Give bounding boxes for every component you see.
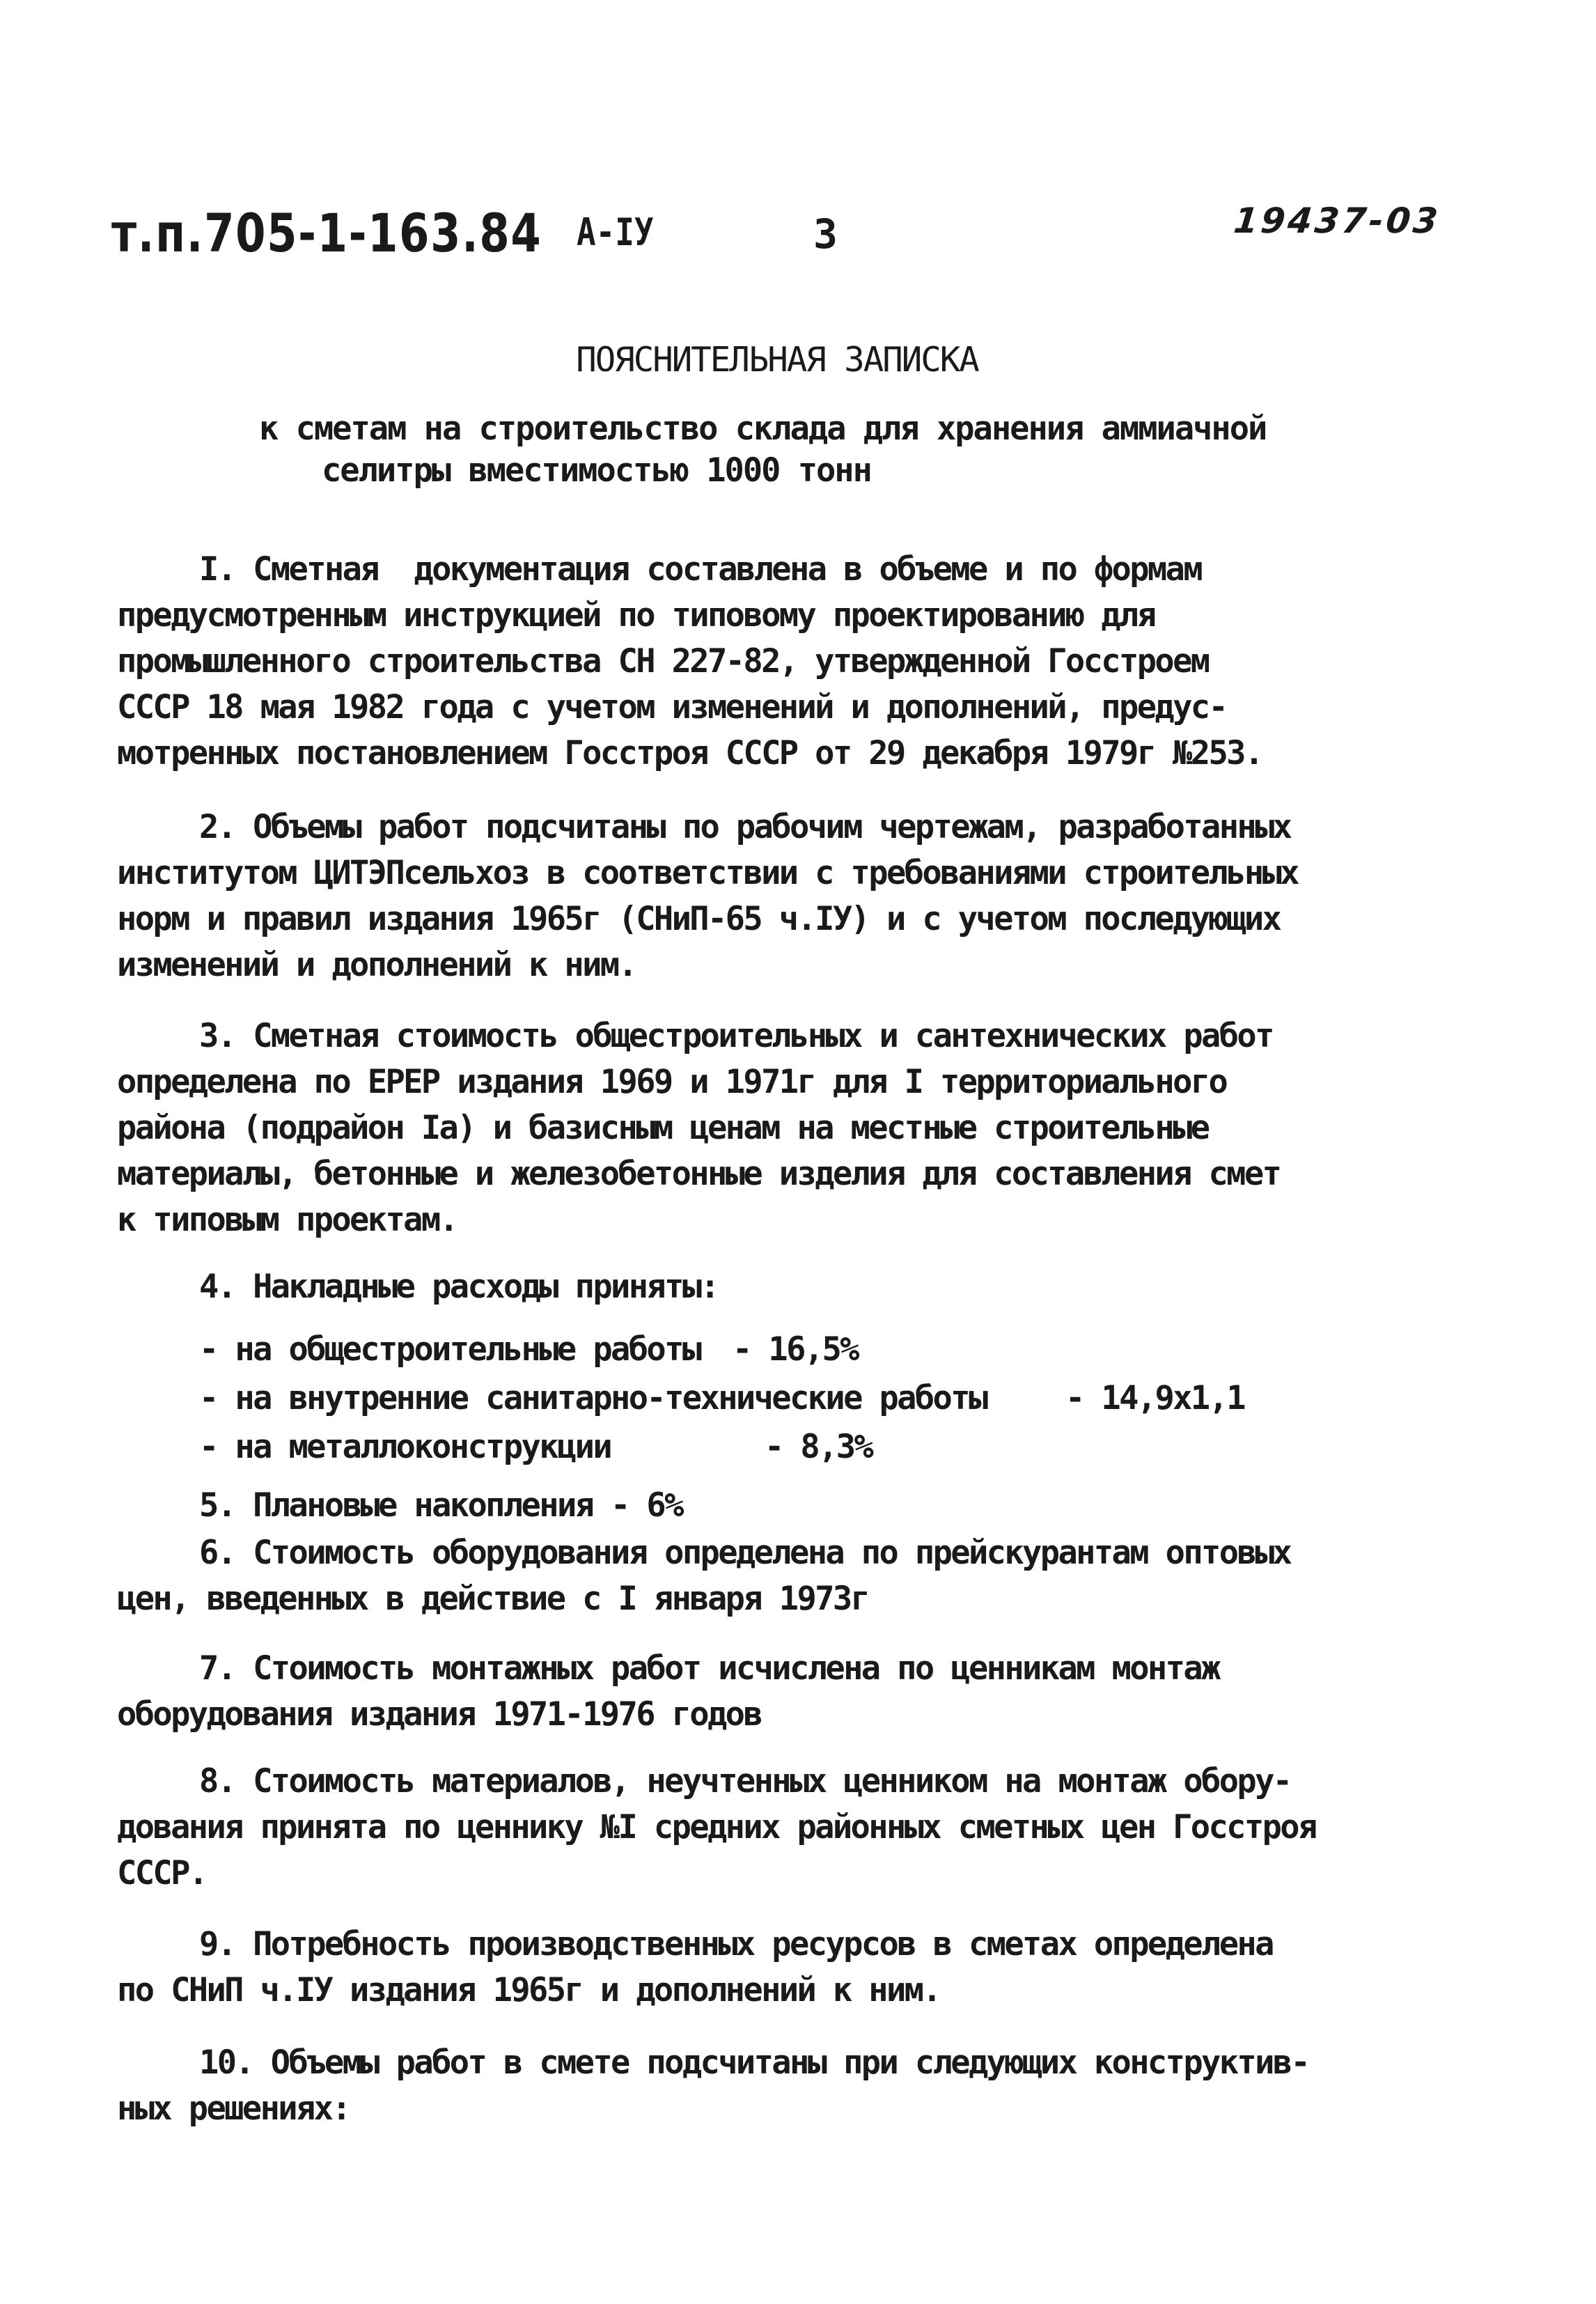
item-text: Сметная документация составлена в объеме и по формам [253, 550, 1202, 589]
overhead-value: - 14,9х1,1 [1065, 1379, 1244, 1417]
item-6-line-1 [199, 1534, 1291, 1572]
item-number: 3. [199, 1017, 235, 1055]
item-4-line-1 [199, 1268, 718, 1306]
item-3-line-2: определена по ЕРЕР издания 1969 и 1971г для I территориального [117, 1063, 1227, 1101]
item-1-line-4: СССР 18 мая 1982 года с учетом изменений и дополнений, предус- [117, 688, 1227, 726]
item-10-line-2: ных решениях: [117, 2089, 350, 2128]
item-number: 6. [199, 1534, 235, 1572]
overhead-value: - 8,3% [765, 1428, 873, 1466]
item-7-line-2: оборудования издания 1971-1976 годов [117, 1695, 762, 1734]
item-text: Стоимость материалов, неучтенных ценником на монтаж обору- [253, 1762, 1291, 1800]
overhead-label: - на металлоконструкции [199, 1428, 611, 1466]
overhead-label: - на общестроительные работы [199, 1330, 701, 1369]
item-text: Стоимость монтажных работ исчислена по ценникам монтаж [253, 1649, 1219, 1688]
item-9-line-1 [199, 1925, 1273, 1963]
item-3-line-4: материалы, бетонные и железобетонные изделия для составления смет [117, 1155, 1281, 1193]
page-number: 3 [813, 210, 838, 258]
item-1-line-2: предусмотренным инструкцией по типовому проектированию для [117, 596, 1155, 635]
item-3-line-5: к типовым проектам. [117, 1201, 457, 1239]
item-7-line-1 [199, 1649, 1219, 1688]
album-number: А-IУ [577, 210, 654, 254]
item-number: 7. [199, 1649, 235, 1688]
document-title: ПОЯСНИТЕЛЬНАЯ ЗАПИСКА [576, 340, 978, 380]
inventory-number: 19437-03 [1231, 201, 1443, 241]
item-number: 2. [199, 808, 235, 846]
item-3-line-3: района (подрайон Iа) и базисным ценам на местные строительные [117, 1109, 1209, 1147]
item-2-line-4: изменений и дополнений к ним. [117, 946, 636, 984]
item-3-line-1 [199, 1017, 1273, 1055]
item-9-line-2: по СНиП ч.IУ издания 1965г и дополнений к ним. [117, 1971, 941, 2009]
document-subtitle [259, 408, 1266, 492]
item-10-line-1 [199, 2044, 1308, 2082]
item-text: Сметная стоимость общестроительных и сантехнических работ [253, 1017, 1273, 1055]
item-text: Накладные расходы приняты: [253, 1268, 719, 1306]
item-2-line-2: институтом ЦИТЭПсельхоз в соответствии с требованиями строительных [117, 854, 1298, 892]
item-5-line-1 [199, 1486, 682, 1525]
item-text: Стоимость оборудования определена по прейскурантам оптовых [253, 1534, 1291, 1572]
item-2-line-1 [199, 808, 1291, 846]
item-8-line-1 [199, 1762, 1291, 1800]
subtitle-line-1: к сметам на строительство склада для хранения аммиачной [259, 410, 1267, 448]
item-1-line-5: мотренных постановлением Госстроя СССР от 29 декабря 1979г №253. [117, 734, 1262, 772]
item-2-line-3: норм и правил издания 1965г (СНиП-65 ч.IУ) и с учетом последующих [117, 900, 1281, 938]
overhead-label: - на внутренние санитарно-технические работы [199, 1379, 987, 1417]
item-number: 8. [199, 1762, 235, 1800]
item-number: 10. [199, 2044, 253, 2082]
item-number: 9. [199, 1925, 235, 1963]
item-number: I. [199, 550, 235, 589]
item-6-line-2: цен, введенных в действие с I января 1973г [117, 1580, 869, 1618]
item-text: Плановые накопления - 6% [253, 1486, 682, 1525]
item-text: Потребность производственных ресурсов в сметах определена [253, 1925, 1273, 1963]
item-8-line-2: дования принята по ценнику №I средних районных сметных цен Госстроя [117, 1808, 1316, 1846]
document-code: т.п.705-1-163.84 [111, 202, 542, 264]
item-text: Объемы работ в смете подсчитаны при следующих конструктив- [270, 2044, 1309, 2082]
item-1-line-3: промышленного строительства СН 227-82, утвержденной Госстроем [117, 642, 1209, 680]
item-text: Объемы работ подсчитаны по рабочим чертежам, разработанных [253, 808, 1291, 846]
item-1-line-1 [199, 550, 1201, 589]
subtitle-line-2: селитры вместимостью 1000 тонн [322, 451, 871, 490]
item-number: 4. [199, 1268, 235, 1306]
overhead-value: - 16,5% [733, 1330, 858, 1369]
item-8-line-3: СССР. [117, 1854, 207, 1892]
item-number: 5. [199, 1486, 235, 1525]
